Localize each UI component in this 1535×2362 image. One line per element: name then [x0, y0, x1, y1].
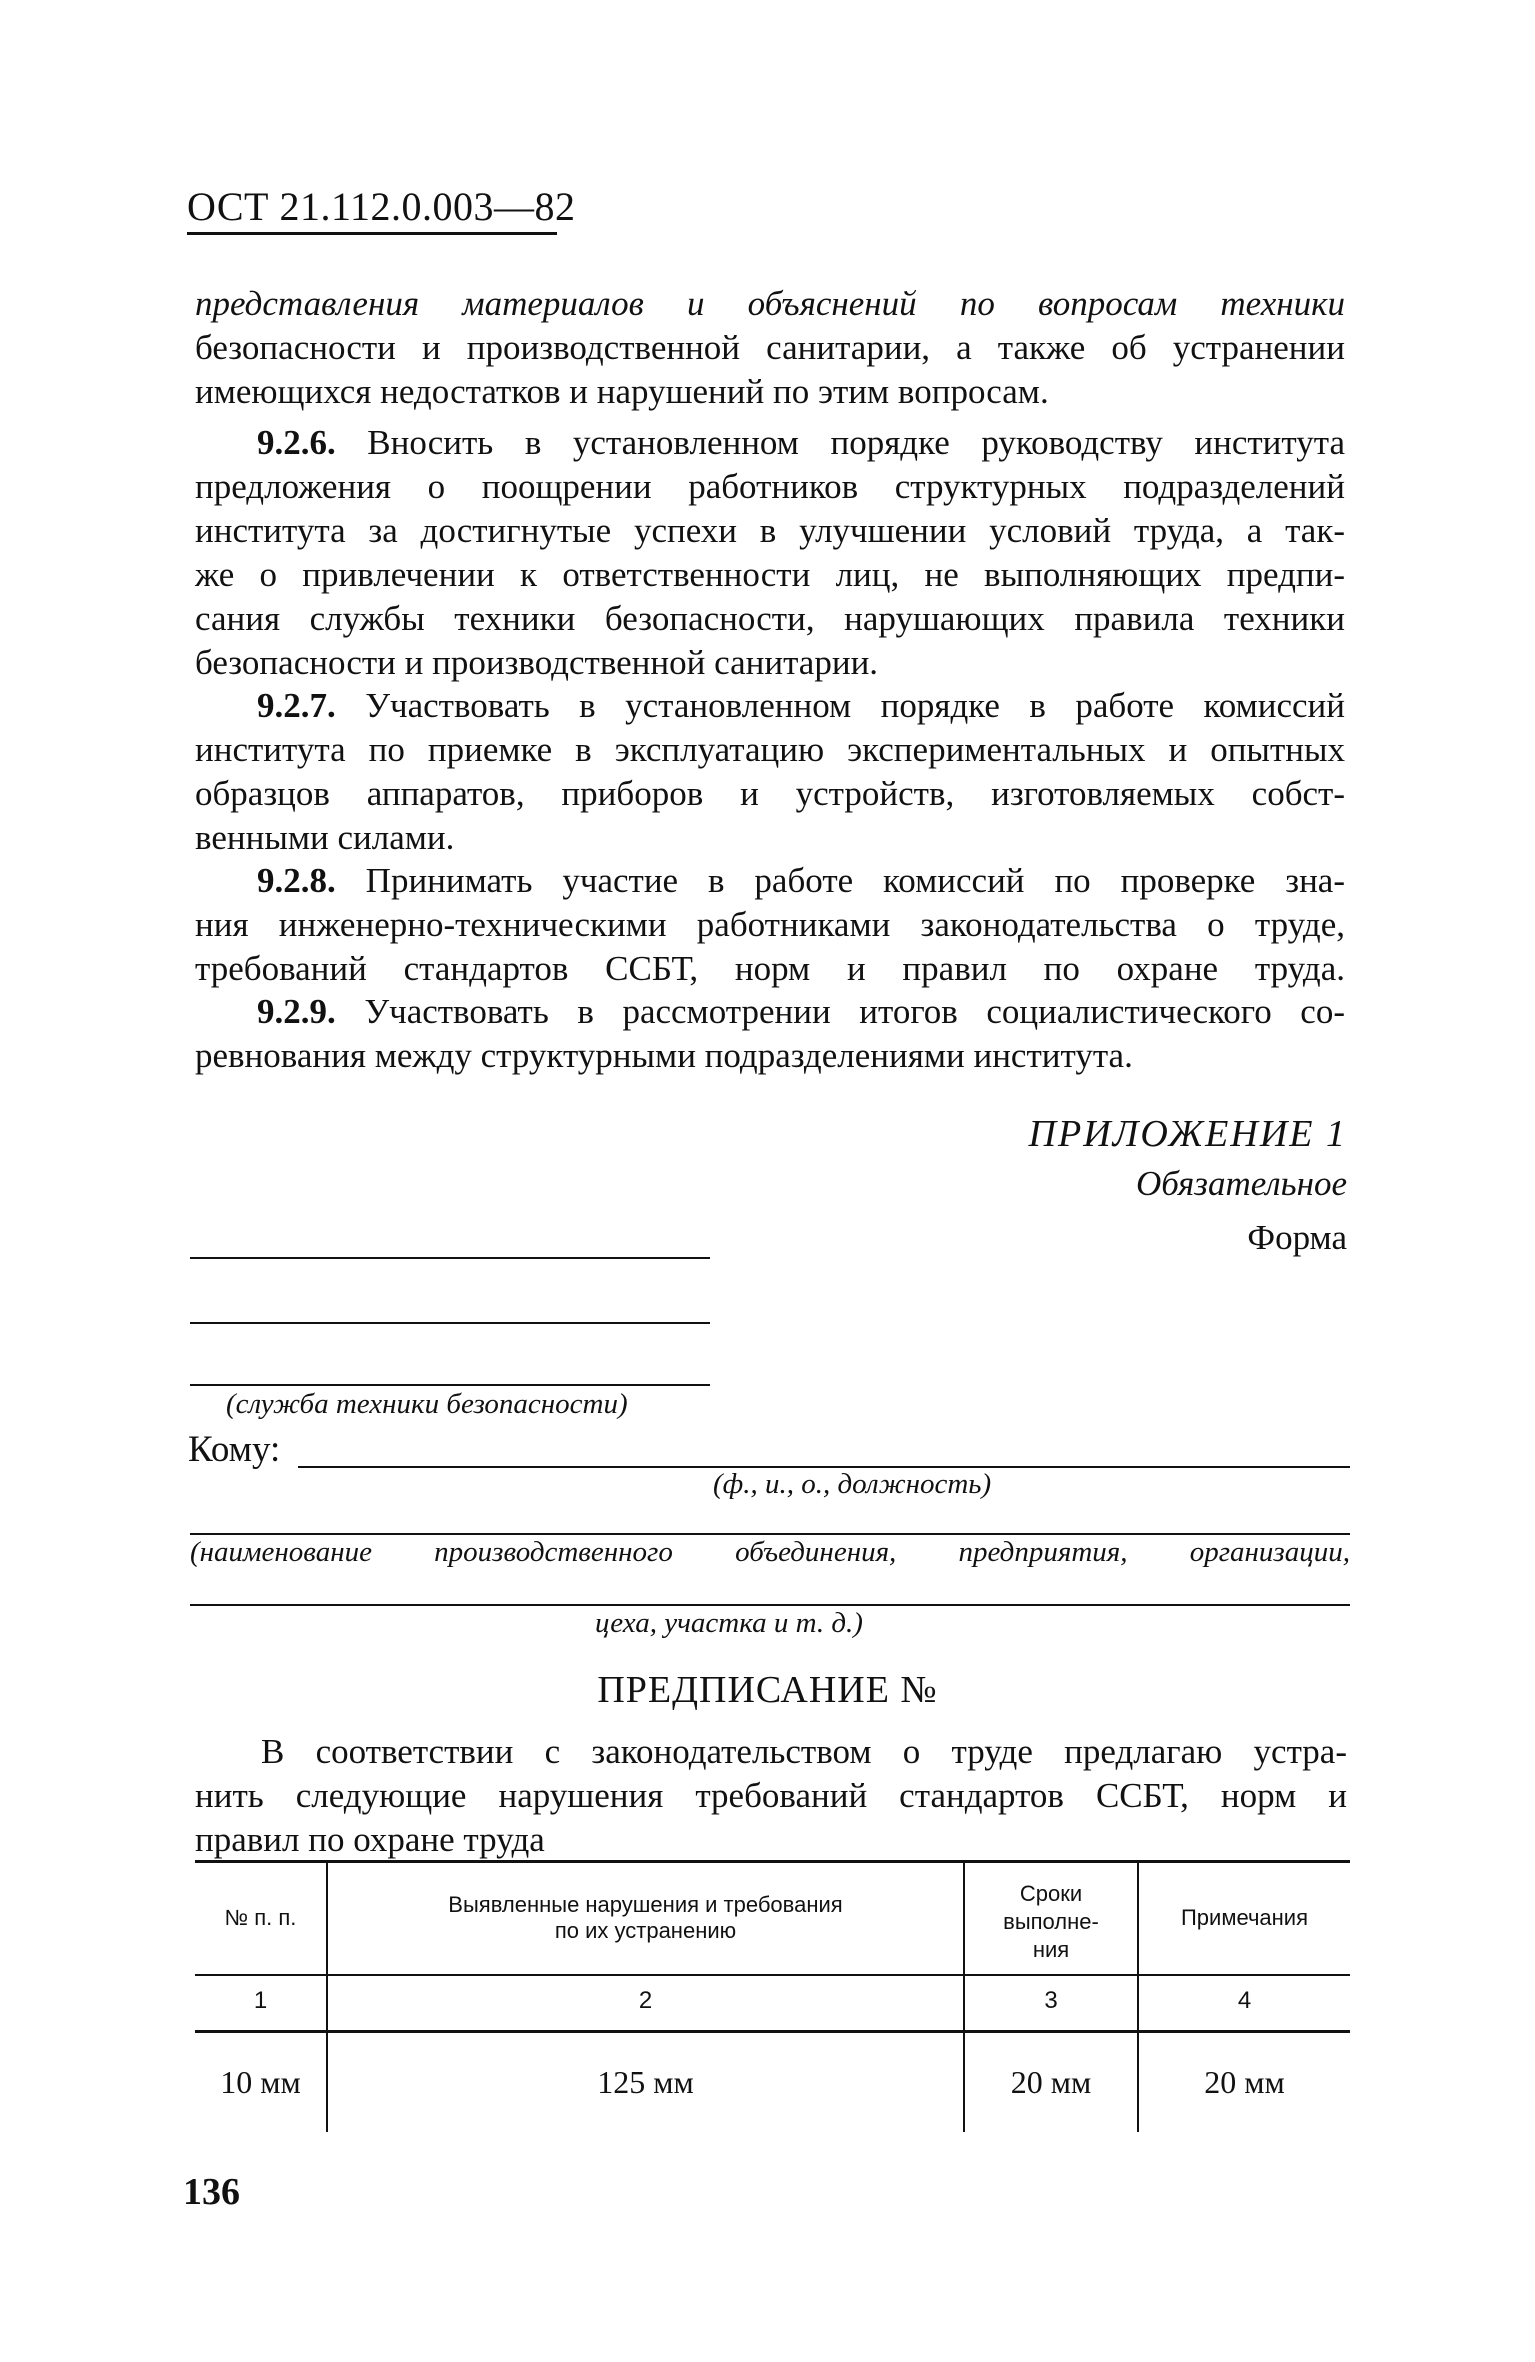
header-col-3-line-1: Сроки [1019, 1881, 1083, 1906]
appendix-status: Обязательное [1136, 1164, 1347, 1203]
table-top-rule [195, 1860, 1350, 1863]
item-line-1: Участвовать в установленном порядке в работе комиссий [365, 686, 1346, 725]
item-line-4: же о привлечении к ответственности лиц, не выполняющих предпи- [195, 555, 1345, 594]
item-line-2: ревнования между структурными подразделениями института. [195, 1036, 1133, 1075]
document-code: ОСТ 21.112.0.003—82 [187, 184, 576, 229]
col-width-3: 20 мм [1010, 2064, 1092, 2100]
col-width-2: 125 мм [597, 2064, 694, 2100]
form-title: ПРЕДПИСАНИЕ № [597, 1669, 938, 1711]
item-line-1: Вносить в установленном порядке руководству института [367, 423, 1345, 462]
service-caption: (служба техники безопасности) [226, 1388, 628, 1420]
item-line-4: венными силами. [195, 818, 455, 857]
item-9-2-6 [195, 421, 1345, 685]
col-number-1: 1 [253, 1987, 268, 2014]
item-9-2-8 [195, 859, 1345, 991]
form-body-line-3: правил по охране труда [195, 1820, 545, 1859]
blank-line-3 [190, 1384, 710, 1386]
header-col-3 [965, 1880, 1137, 1964]
intro-line-3: имеющихся недостатков и нарушений по этим вопросам. [195, 372, 1049, 411]
header-col-3-line-2: выполне- [1003, 1909, 1099, 1934]
item-number: 9.2.9. [257, 992, 336, 1031]
to-caption: (ф., и., о., должность) [713, 1468, 992, 1500]
item-line-1: Принимать участие в работе комиссий по проверке зна- [365, 861, 1346, 900]
item-line-2: предложения о поощрении работников структурных подразделений [195, 467, 1345, 506]
item-line-2: института по приемке в эксплуатацию экспериментальных и опытных [195, 730, 1345, 769]
to-label: Кому: [188, 1429, 281, 1470]
org-caption: (наименование производственного объединения, предприятия, организации, [190, 1536, 1350, 1568]
col-number-3: 3 [1044, 1987, 1058, 2014]
org-blank-line-1 [190, 1533, 1350, 1535]
page-number: 136 [183, 2171, 240, 2213]
item-number: 9.2.6. [257, 423, 336, 462]
header-col-3-line-3: ния [1032, 1937, 1070, 1962]
intro-paragraph [195, 282, 1345, 414]
form-body [195, 1730, 1347, 1862]
org-blank-line-2 [190, 1604, 1350, 1606]
header-underline [187, 232, 557, 235]
intro-line-1: представления материалов и объяснений по вопросам техники [195, 284, 1345, 323]
col-number-2: 2 [638, 1987, 653, 2014]
appendix-title: ПРИЛОЖЕНИЕ 1 [1028, 1113, 1347, 1155]
appendix-kind: Форма [1247, 1218, 1347, 1257]
item-line-3: образцов аппаратов, приборов и устройств, изготовляемых собст- [195, 774, 1345, 813]
header-col-2 [328, 1892, 963, 1944]
item-line-6: безопасности и производственной санитарии. [195, 643, 879, 682]
blank-line-1 [190, 1257, 710, 1259]
item-line-5: сания службы техники безопасности, нарушающих правила техники [195, 599, 1345, 638]
item-line-3: института за достигнутые успехи в улучшении условий труда, а так- [195, 511, 1345, 550]
table-header-rule [195, 1974, 1350, 1976]
item-line-3: требований стандартов ССБТ, норм и правил по охране труда. [195, 949, 1345, 988]
header-col-2-line-2: по их устранению [554, 1918, 737, 1943]
form-body-line-2: нить следующие нарушения требований стандартов ССБТ, норм и [195, 1776, 1347, 1815]
col-width-4: 20 мм [1204, 2064, 1285, 2100]
header-col-2-line-1: Выявленные нарушения и требования [448, 1892, 843, 1917]
header-col-1: № п. п. [224, 1905, 297, 1930]
intro-line-2: безопасности и производственной санитарии, а также об устранении [195, 328, 1345, 367]
item-9-2-7 [195, 684, 1345, 860]
item-number: 9.2.7. [257, 686, 336, 725]
item-line-2: ния инженерно-техническими работниками законодательства о труде, [195, 905, 1345, 944]
header-col-4: Примечания [1180, 1905, 1308, 1930]
col-number-4: 4 [1237, 1987, 1252, 2014]
form-body-line-1: В соответствии с законодательством о труде предлагаю устра- [261, 1732, 1347, 1771]
table-number-rule [195, 2030, 1350, 2033]
col-width-1: 10 мм [220, 2064, 301, 2100]
item-line-1: Участвовать в рассмотрении итогов социалистического со- [364, 992, 1345, 1031]
org-caption-2: цеха, участка и т. д.) [595, 1607, 863, 1639]
blank-line-2 [190, 1322, 710, 1324]
item-number: 9.2.8. [257, 861, 336, 900]
item-9-2-9 [195, 990, 1345, 1078]
